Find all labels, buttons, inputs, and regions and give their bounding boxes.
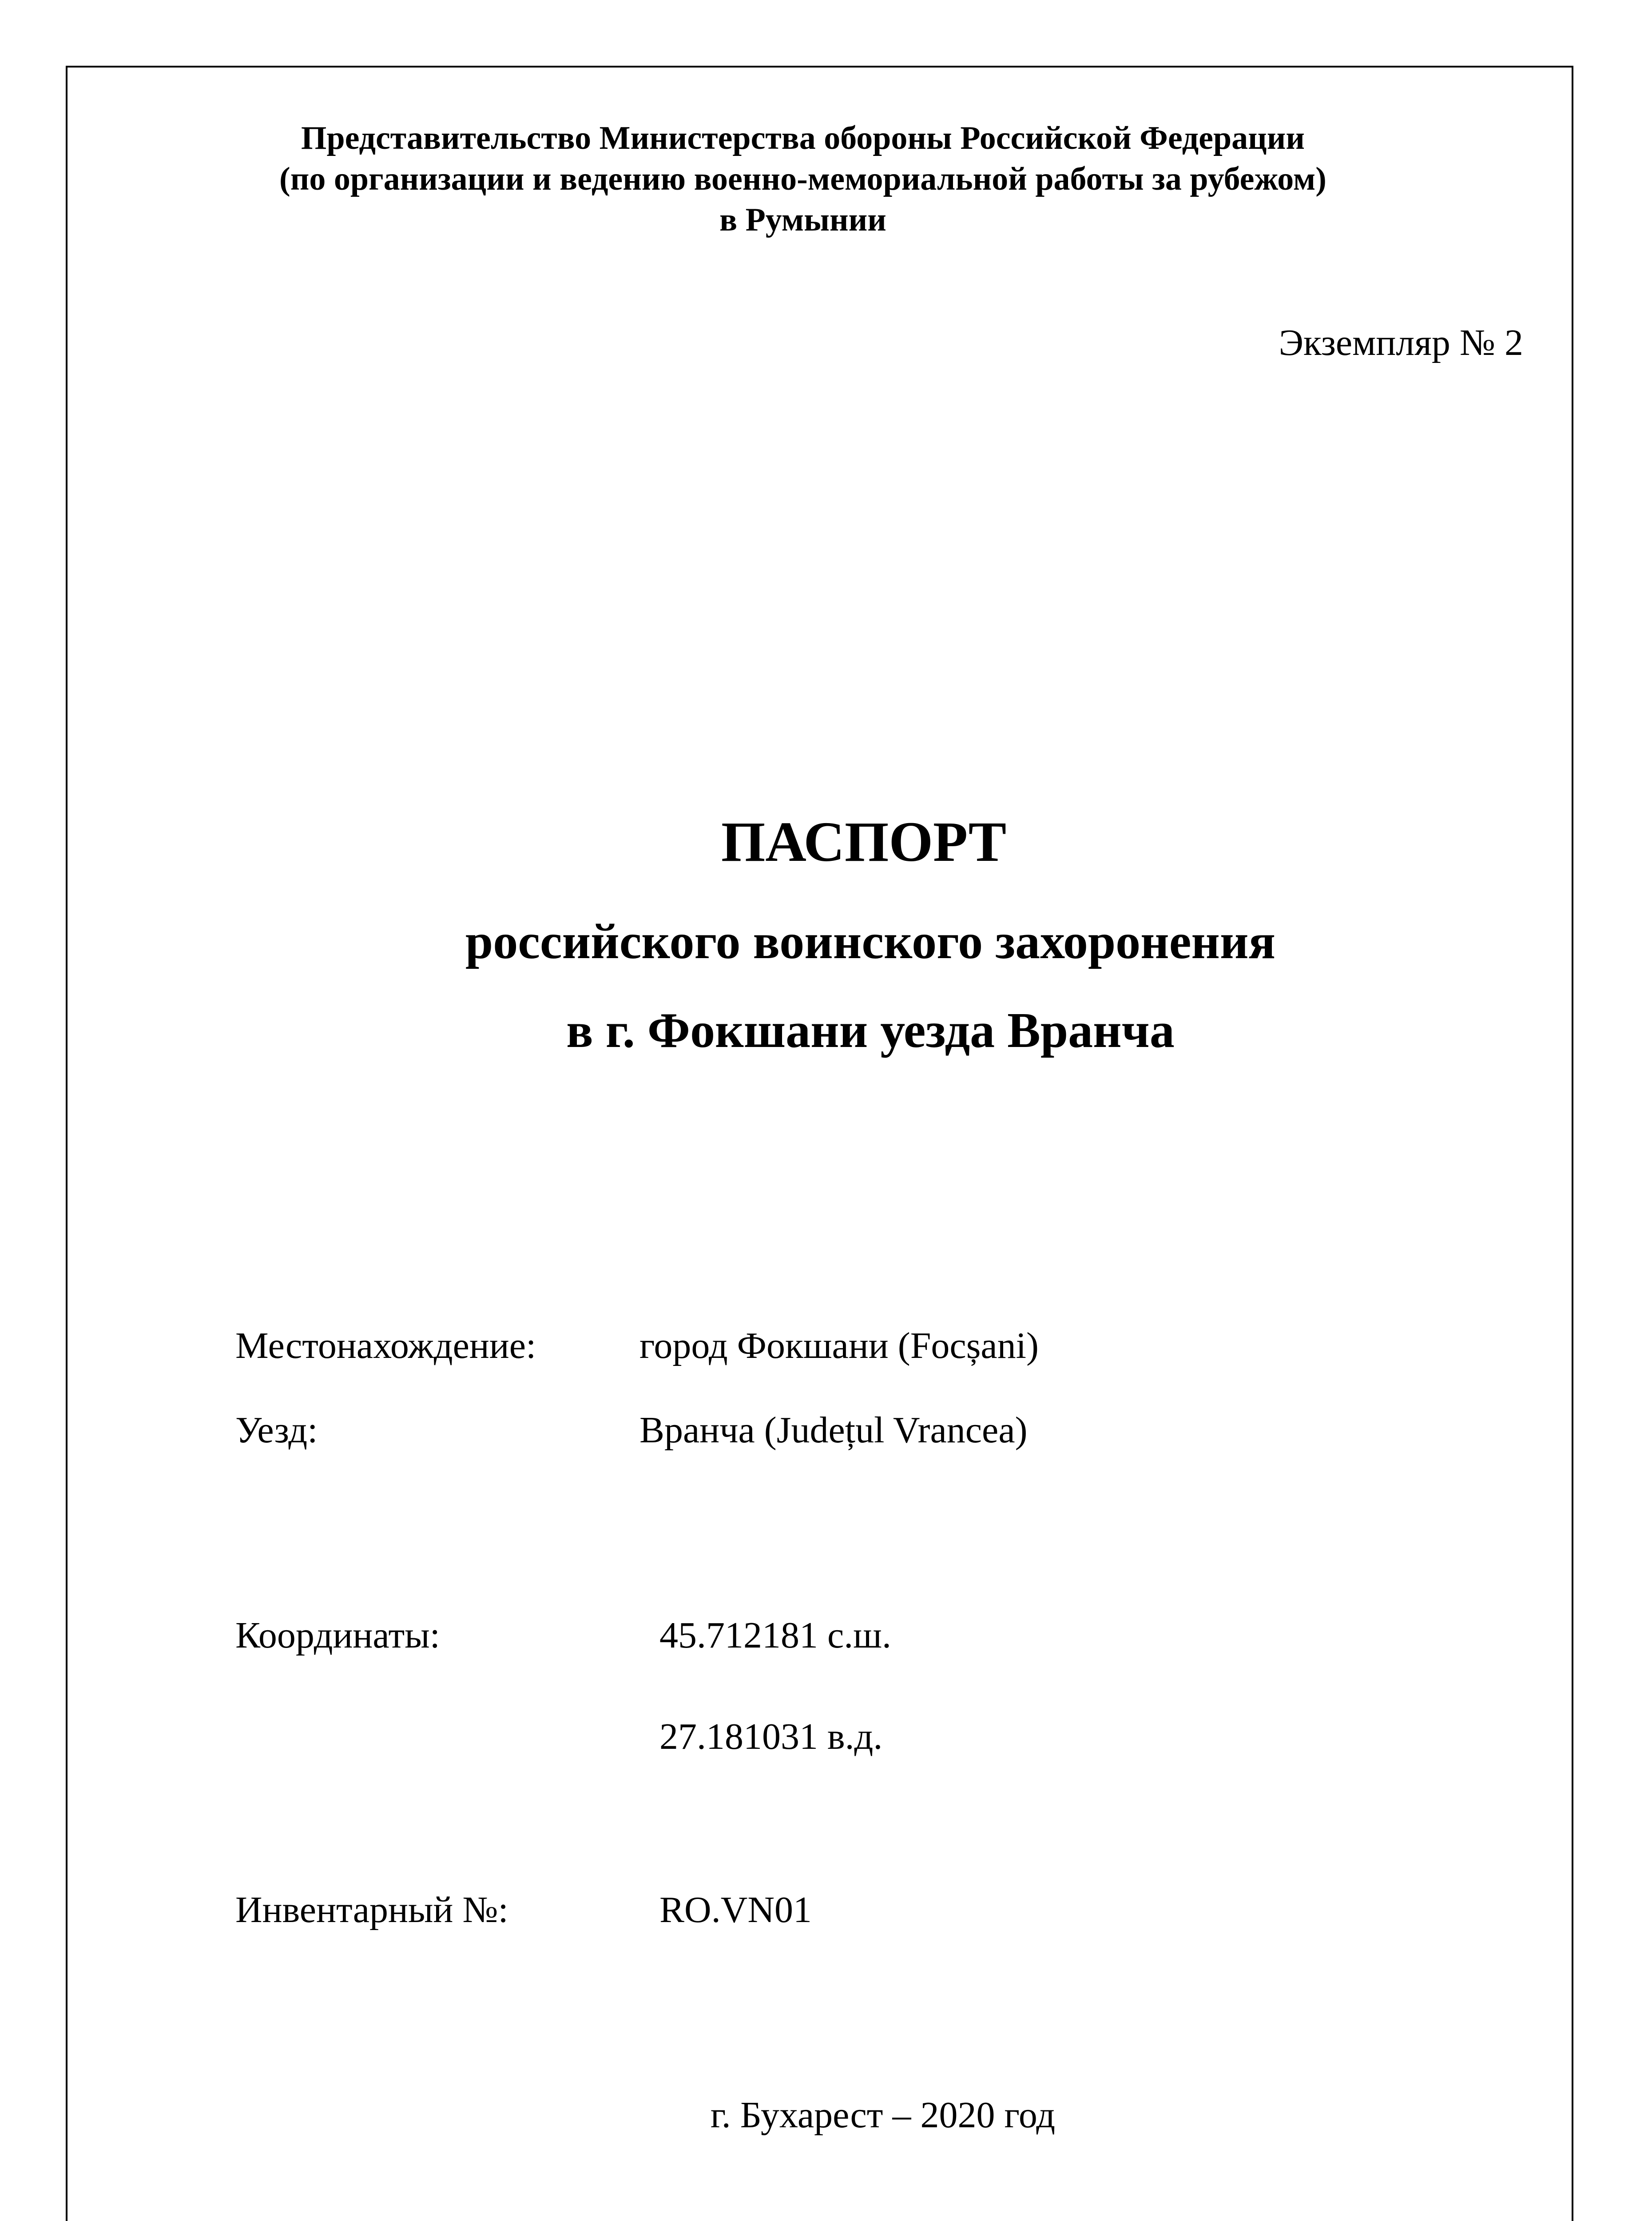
- county-value: Вранча (Județul Vrancea): [639, 1409, 1028, 1451]
- issuer-header: [66, 118, 1540, 240]
- longitude-value: 27.181031 в.д.: [659, 1716, 883, 1757]
- document-title: ПАСПОРТ: [721, 810, 1007, 873]
- latitude-value: 45.712181 с.ш.: [659, 1615, 891, 1656]
- copy-number: Экземпляр № 2: [1279, 322, 1523, 363]
- place-and-year: г. Бухарест – 2020 год: [710, 2094, 1056, 2136]
- location-value: город Фокшани (Focșani): [639, 1325, 1039, 1366]
- inventory-value: RO.VN01: [659, 1889, 812, 1930]
- document-subtitle-1: российского воинского захоронения: [465, 914, 1276, 969]
- document-subtitle-2: в г. Фокшани уезда Вранча: [566, 1003, 1175, 1058]
- issuer-line-2: (по организации и ведению военно-мемориальной работы за рубежом): [279, 161, 1326, 197]
- location-label: Местонахождение:: [235, 1325, 536, 1366]
- issuer-line-1: Представительство Министерства обороны Российской Федерации: [301, 120, 1305, 156]
- inventory-label: Инвентарный №:: [235, 1889, 508, 1930]
- county-label: Уезд:: [235, 1409, 318, 1451]
- coordinates-label: Координаты:: [235, 1615, 440, 1656]
- issuer-line-3: в Румынии: [719, 202, 886, 238]
